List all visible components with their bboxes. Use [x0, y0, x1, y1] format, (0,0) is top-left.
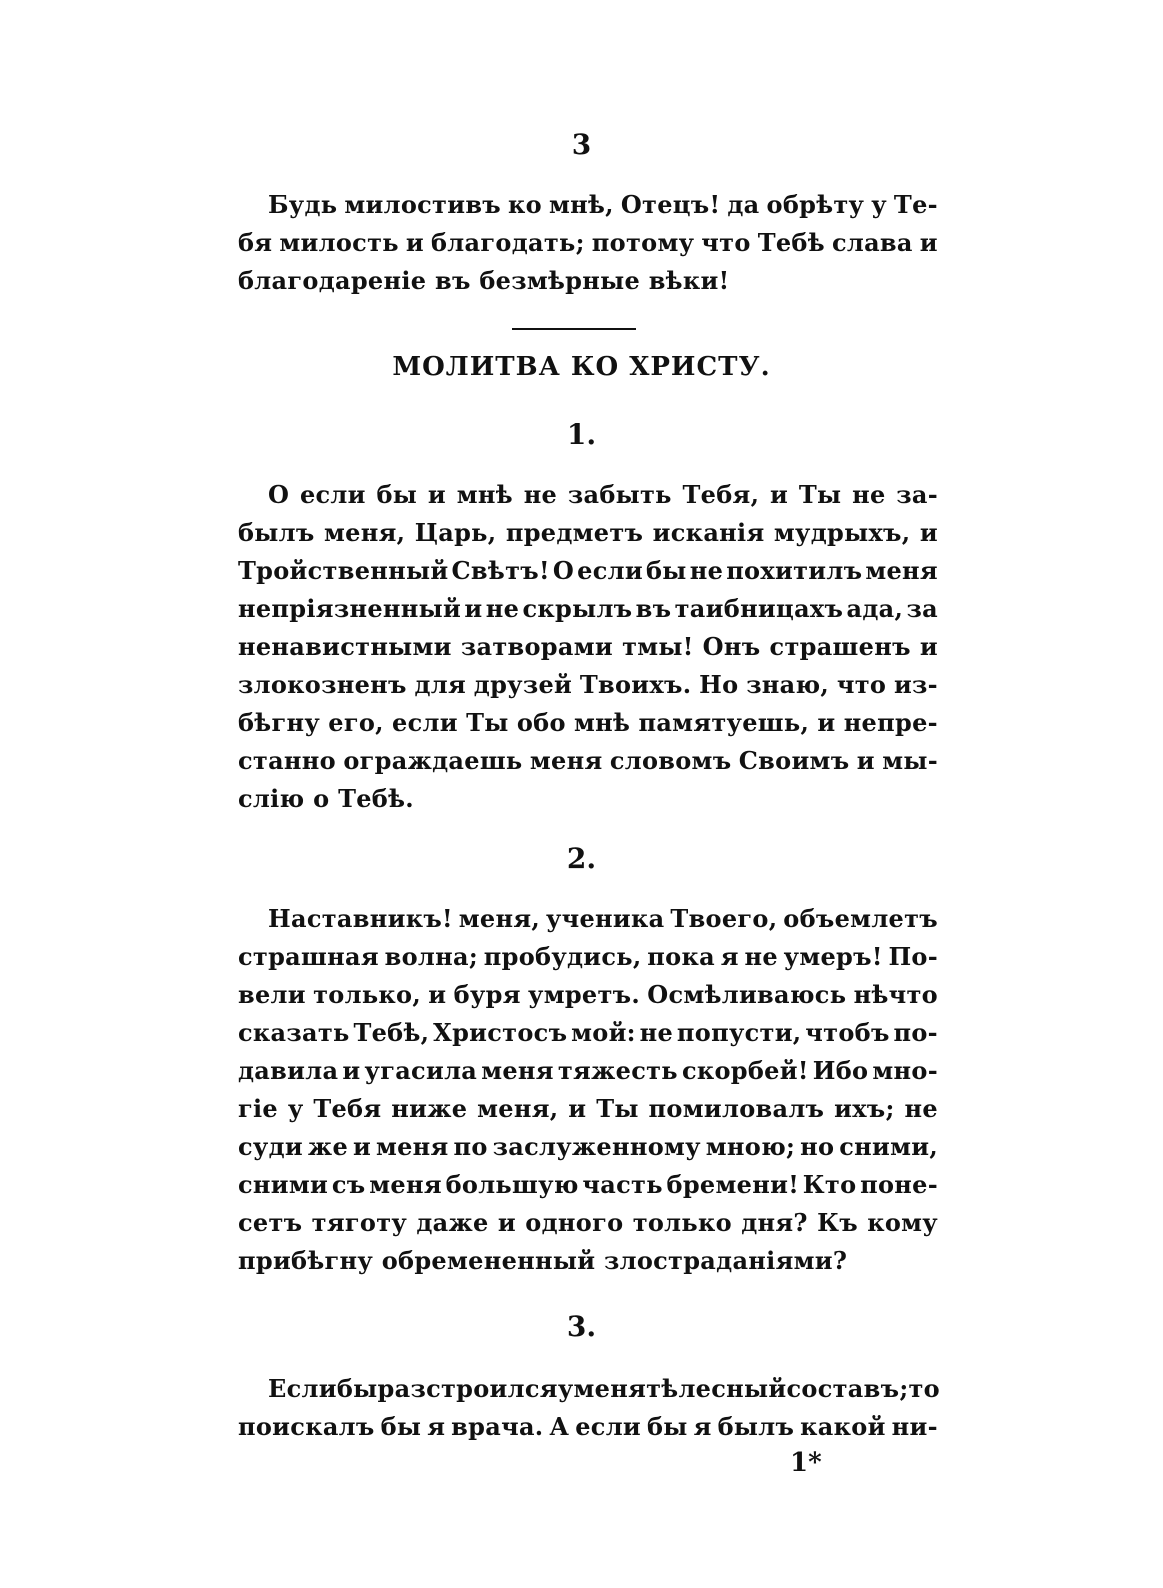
text-line: Будь милостивъ ко мнѣ, Отецъ! да обрѣту у Те-: [268, 190, 938, 219]
text-line: давила и угасила меня тяжесть скорбей! Ибо мно-: [238, 1056, 938, 1085]
section-3-paragraph: [238, 1370, 938, 1446]
section-number-1: 1.: [566, 418, 597, 451]
text-line: злокозненъ для друзей Твоихъ. Но знаю, что из-: [238, 670, 938, 699]
text-line: ненавистными затворами тмы! Онъ страшенъ и: [238, 632, 938, 661]
text-line: О если бы и мнѣ не забыть Тебя, и Ты не за-: [268, 480, 938, 509]
text-line: гіе у Тебя ниже меня, и Ты помиловалъ ихъ; не: [238, 1094, 938, 1123]
text-line: слію о Тебѣ.: [238, 784, 414, 813]
text-line: непріязненный и не скрылъ въ таибницахъ ада, за: [238, 594, 938, 623]
page-number: 3: [571, 128, 592, 161]
section-1-paragraph: [238, 476, 938, 818]
text-line: прибѣгну обремененный злостраданіями?: [238, 1246, 848, 1275]
signature-mark: 1*: [790, 1448, 822, 1478]
section-2-paragraph: [238, 900, 938, 1280]
prayer-heading: МОЛИТВА КО ХРИСТУ.: [392, 352, 771, 382]
section-divider: [512, 328, 636, 330]
text-line: станно ограждаешь меня словомъ Своимъ и мы-: [238, 746, 938, 775]
text-line: сними съ меня большую часть бремени! Кто поне-: [238, 1170, 938, 1199]
text-line: поискалъ бы я врача. А если бы я былъ какой ни-: [238, 1412, 938, 1441]
section-number-2: 2.: [566, 842, 597, 875]
text-line: благодареніе въ безмѣрные вѣки!: [238, 266, 730, 295]
text-line: бя милость и благодать; потому что Тебѣ слава и: [238, 228, 938, 257]
text-line: страшная волна; пробудись, пока я не умеръ! По-: [238, 942, 938, 971]
text-line: былъ меня, Царь, предметъ исканія мудрыхъ, и: [238, 518, 938, 547]
text-line: Если бы разстроился у меня тѣлесный составъ; то: [268, 1374, 940, 1403]
text-line: суди же и меня по заслуженному мною; но сними,: [238, 1132, 938, 1161]
section-number-3: 3.: [566, 1310, 597, 1343]
text-line: вели только, и буря умретъ. Осмѣливаюсь нѣчто: [238, 980, 938, 1009]
text-line: бѣгну его, если Ты обо мнѣ памятуешь, и непре-: [238, 708, 938, 737]
text-line: Тройственный Свѣтъ! О если бы не похитилъ меня: [238, 556, 938, 585]
text-line: сказать Тебѣ, Христосъ мой: не попусти, чтобъ по-: [238, 1018, 938, 1047]
text-line: сетъ тяготу даже и одного только дня? Къ кому: [238, 1208, 938, 1237]
opening-paragraph: [238, 186, 938, 300]
text-line: Наставникъ! меня, ученика Твоего, объемлетъ: [268, 904, 938, 933]
